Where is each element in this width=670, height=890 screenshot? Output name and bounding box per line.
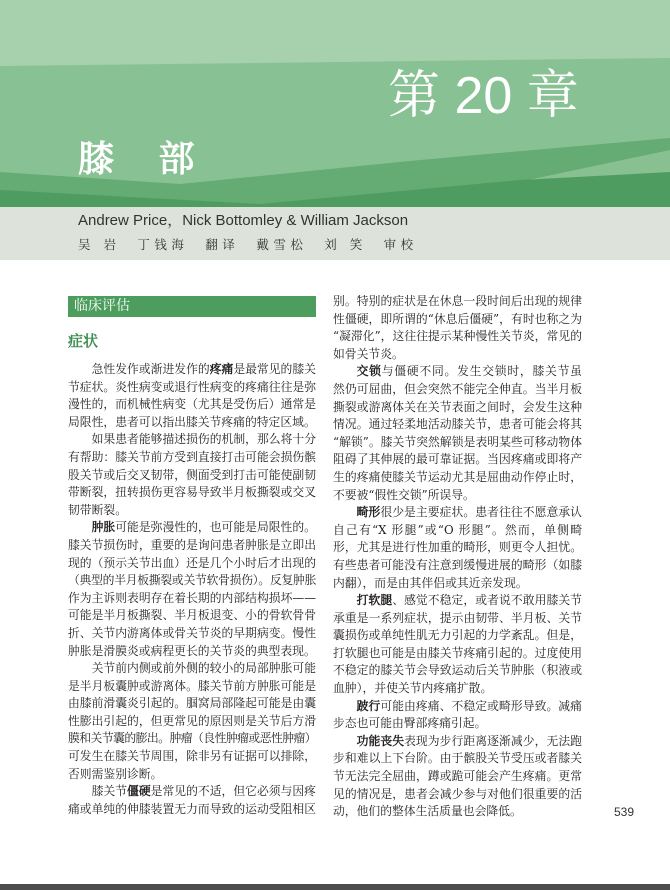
text-line [333, 399, 582, 417]
text-line [68, 572, 316, 590]
text-line [333, 328, 582, 346]
bold-term: 打软腿 [356, 593, 393, 608]
left-text-column [68, 361, 316, 818]
paragraph [68, 783, 316, 818]
text-run: 表现为步行距离逐渐减少，无法跑 [404, 733, 582, 748]
text-line [333, 363, 582, 381]
paragraph [333, 293, 582, 363]
text-run: 由膝前滑囊炎引起的。腘窝局部隆起可能是由囊 [68, 696, 316, 711]
paragraph [68, 431, 316, 519]
chapter-header [0, 0, 670, 260]
text-run: 可发生在膝关节周围，除非另有证据可以排除， [68, 749, 316, 764]
text-line [333, 346, 582, 364]
text-run: 否则需鉴别诊断。 [68, 766, 163, 781]
section-heading-bar: 临床评估 [68, 296, 316, 317]
text-run: 可能由疼痛、不稳定或畸形导致。减痛 [380, 698, 582, 713]
bold-term: 僵硬 [127, 784, 151, 799]
text-run: 局限性，患者可以指出膝关节疼痛的特定区域。 [68, 414, 316, 429]
text-line [68, 414, 316, 432]
text-line [333, 557, 582, 575]
text-line [333, 381, 582, 399]
chapter-number: 第 20 章 [388, 67, 579, 125]
text-run: 有帮助：膝关节前方受到直接打击可能会损伤髌 [68, 449, 316, 464]
text-line [333, 750, 582, 768]
text-run: 带断裂，扭转损伤更容易导致半月板撕裂或交叉 [68, 485, 316, 500]
text-line [333, 627, 582, 645]
text-run: 膝关节 [91, 784, 128, 799]
text-run: 如骨关节炎。 [333, 346, 404, 361]
text-line [333, 662, 582, 680]
text-line [333, 680, 582, 698]
header-top-light-band [0, 0, 670, 66]
paragraph [68, 361, 316, 431]
text-run: 自己有“X 形腿”或“O 形腿”。然而，单侧畸 [333, 522, 582, 537]
text-run: 可能是半月板撕裂、半月板退变、小的骨软骨骨 [68, 608, 316, 623]
text-run: 肿胀是滑膜炎或病程更长的关节炎的典型表现。 [68, 643, 316, 658]
text-line [333, 803, 582, 821]
page-number: 539 [614, 805, 635, 819]
text-line [333, 786, 582, 804]
text-run: 打软腿也可能是由膝关节疼痛引起的。过度使用 [333, 645, 582, 660]
text-line [333, 715, 582, 733]
right-text-column [333, 293, 582, 821]
paragraph [68, 660, 316, 783]
paragraph [333, 733, 582, 821]
text-line [68, 449, 316, 467]
text-line [333, 698, 582, 716]
text-run: 内翻），而是由其伴侣或其近亲发现。 [333, 575, 528, 590]
text-line [68, 361, 316, 379]
text-line [68, 607, 316, 625]
text-line [333, 610, 582, 628]
text-run: 承重是一系列症状，提示由韧带、半月板、关节 [333, 610, 582, 625]
text-run: “凝滞化”，这往往提示某种慢性关节炎，常见的 [333, 329, 582, 344]
text-line [333, 522, 582, 540]
text-run: 情况。通过轻柔地活动膝关节，患者可能会将其 [333, 417, 582, 432]
text-run: “解锁”。膝关节突然解锁是表明某些可移动物体 [333, 434, 582, 449]
text-run: 形，尤其是进行性加重的畸形，则更令人担忧。 [333, 540, 582, 555]
text-line [68, 590, 316, 608]
text-run: 步和难以上下台阶。由于髌股关节受压或者膝关 [333, 751, 582, 766]
text-run: 性僵硬，即所谓的“休息后僵硬”，有时也称之为 [333, 311, 582, 326]
text-line [68, 502, 316, 520]
bold-term: 肿胀 [91, 520, 116, 535]
text-run: 有些患者可能没有注意到缓慢进展的畸形（如膝 [333, 557, 582, 572]
text-run: 是最常见的膝关 [233, 362, 316, 376]
text-run: 与僵硬不同。发生交锁时，膝关节虽 [381, 364, 582, 379]
text-line [333, 539, 582, 557]
text-run: 膝关节损伤时，重要的是询问患者肿胀是立即出 [68, 537, 316, 552]
text-run: 动，他们的整体生活质量也会降低。 [333, 804, 522, 819]
text-line [68, 783, 316, 801]
paragraph [68, 519, 316, 660]
text-line [333, 487, 582, 505]
text-line [333, 504, 582, 522]
translators: 吴 岩 丁钱海 翻译 戴雪松 刘 笑 审校 [78, 237, 418, 252]
text-line [333, 416, 582, 434]
text-run: 很少是主要症状。患者往往不愿意承认 [380, 505, 582, 520]
text-run: 见的情况是，患者会减少参与对他们很重要的活 [333, 786, 582, 801]
paragraph [333, 504, 582, 592]
text-line [333, 311, 582, 329]
text-run: 是常见的不适，但它必须与因疼 [150, 784, 316, 799]
text-run: 痛或单纯的伸膝装置无力而导致的运动受阻相区 [68, 801, 316, 816]
text-run: 阻碍了其伸展的最可靠证据。当因疼痛或即将产 [333, 452, 582, 467]
text-line [333, 733, 582, 751]
authors: Andrew Price，Nick Bottomley & William Jackson [78, 212, 409, 229]
text-line [333, 768, 582, 786]
bold-term: 畸形 [356, 505, 381, 520]
text-run: 生的疼痛使膝关节运动尤其是屈曲动作停止时， [333, 469, 582, 484]
text-run: 关节前内侧或前外侧的较小的局部肿胀可能 [91, 661, 316, 676]
text-run: 如果患者能够描述损伤的机制，那么将十分 [91, 432, 316, 447]
text-line [68, 431, 316, 449]
text-line [68, 643, 316, 661]
text-line [68, 379, 316, 397]
text-run: 别。特别的症状是在休息一段时间后出现的规律 [333, 294, 582, 308]
text-run: 作为主诉则表明存在着长期的内部结构损坏—— [68, 590, 316, 605]
text-run: （典型的半月板撕裂或关节软骨损伤）。反复肿胀 [68, 573, 316, 588]
text-run: 节症状。炎性病变或退行性病变的疼痛往往是弥 [68, 379, 316, 394]
text-run: 是半月板囊肿或游离体。膝关节前方肿胀可能是 [68, 678, 316, 693]
bold-term: 功能丧失 [356, 733, 405, 748]
text-run: 漫性的，而机械性病变（尤其是受伤后）通常是 [68, 397, 316, 412]
text-line [333, 575, 582, 593]
text-line [68, 625, 316, 643]
text-run: 性膨出引起的，但更常见的原因则是关节后方滑 [68, 713, 316, 728]
text-line [68, 713, 316, 731]
subsection-heading: 症状 [68, 332, 99, 350]
text-line [333, 451, 582, 469]
text-run: 节无法完全屈曲，蹲或跪可能会产生疼痛。更常 [333, 769, 582, 784]
text-run: 韧带断裂。 [68, 502, 127, 517]
text-line [68, 467, 316, 485]
bold-term: 疼痛 [209, 362, 234, 376]
text-line [68, 748, 316, 766]
text-run: 撕裂或游离体关在关节表面之间时，会发生这种 [333, 399, 582, 414]
text-run: 然仍可屈曲，但会突然不能完全伸直。当半月板 [333, 381, 582, 396]
text-line [68, 678, 316, 696]
text-run: 囊损伤或单纯性肌无力引起的力学紊乱。但是， [333, 628, 582, 643]
text-line [68, 396, 316, 414]
paragraph [333, 592, 582, 698]
text-run: 、感觉不稳定，或者说不敢用膝关节 [392, 593, 582, 608]
text-line [333, 592, 582, 610]
text-run: 折、关节内游离体或骨关节炎的早期病变。慢性 [68, 625, 316, 640]
bold-term: 交锁 [356, 364, 382, 379]
text-line [68, 730, 316, 748]
text-run: 现的（预示关节出血）还是几个小时后才出现的 [68, 555, 316, 570]
text-line [333, 469, 582, 487]
chapter-title: 膝 部 [78, 139, 211, 180]
text-line [68, 660, 316, 678]
page-bottom-edge [0, 884, 670, 890]
text-line [68, 555, 316, 573]
text-line [68, 484, 316, 502]
text-line [333, 434, 582, 452]
text-line [68, 801, 316, 819]
paragraph [333, 363, 582, 504]
text-line [333, 293, 582, 311]
text-run: 步态也可能由臀部疼痛引起。 [333, 716, 487, 731]
text-run: 血肿），并使关节内疼痛扩散。 [333, 681, 493, 696]
text-run: 可能是弥漫性的，也可能是局限性的。 [115, 520, 316, 535]
text-run: 膜和关节囊的膨出。肿瘤（良性肿瘤或恶性肿瘤） [68, 731, 316, 746]
text-line [333, 645, 582, 663]
text-run: 不要被“假性交锁”所误导。 [333, 487, 475, 502]
text-line [68, 519, 316, 537]
bold-term: 跛行 [356, 698, 381, 713]
text-run: 股关节或后交叉韧带，侧面受到打击可能使副韧 [68, 467, 316, 482]
text-line [68, 537, 316, 555]
text-run: 急性发作或渐进发作的 [91, 362, 210, 376]
text-run: 不稳定的膝关节会导致运动后关节肿胀（积液或 [333, 663, 582, 678]
paragraph [333, 698, 582, 733]
text-line [68, 766, 316, 784]
text-line [68, 695, 316, 713]
